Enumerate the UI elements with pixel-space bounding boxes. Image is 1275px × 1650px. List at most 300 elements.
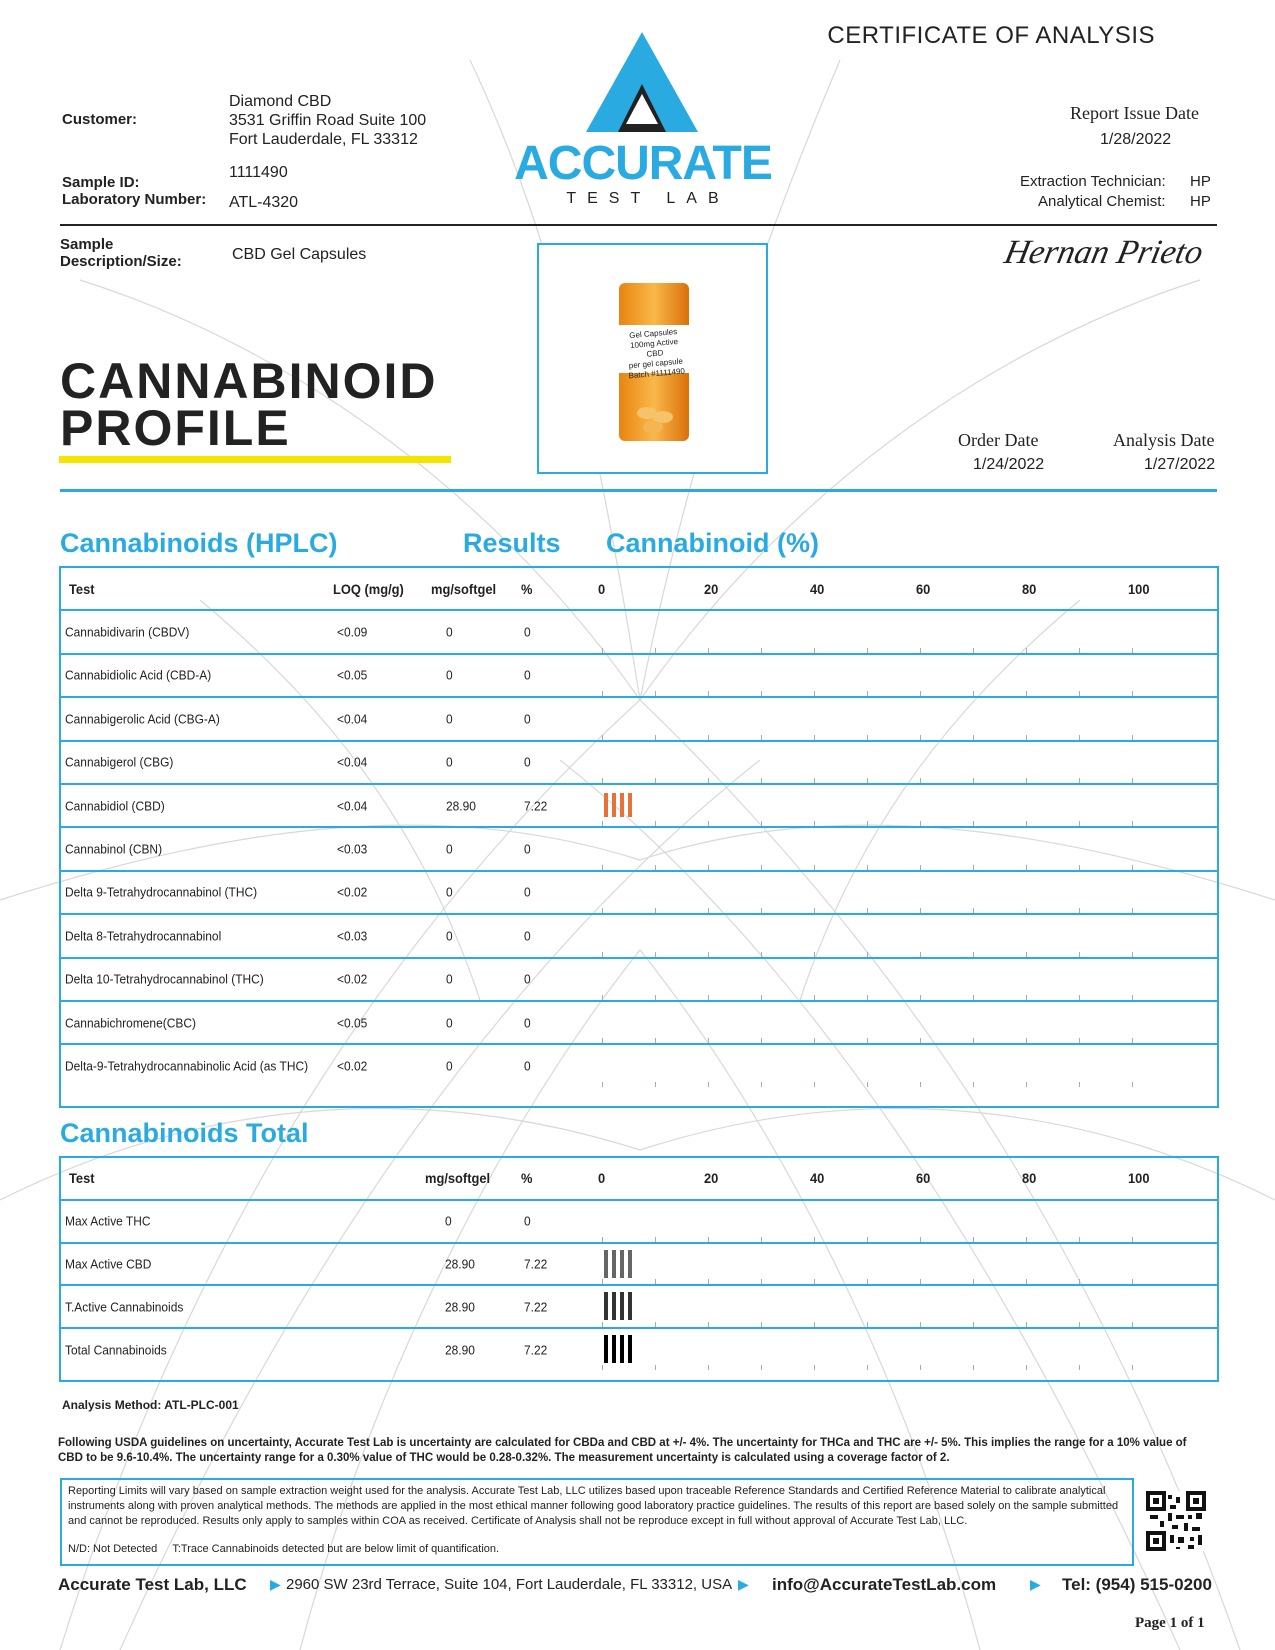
hplc_table-value-bar (604, 793, 632, 817)
order-date-value: 1/24/2022 (973, 456, 1045, 473)
arrow-right-icon: ▶ (270, 1576, 281, 1592)
hplc_table-grid-tick (1132, 1082, 1133, 1087)
sample-description-label-line1: Sample (60, 236, 114, 253)
totals-section-title: Cannabinoids Total (60, 1118, 309, 1148)
hplc_table-loq-value: <0.02 (337, 1058, 368, 1074)
product-label-line2: 100mg Active CBD (629, 336, 679, 359)
totals_table-grid-tick (761, 1365, 762, 1370)
hplc_table-grid-tick (1132, 778, 1133, 783)
hplc_table-mg-value: 0 (446, 1015, 453, 1031)
reporting-notes-box (60, 1478, 1134, 1566)
hplc_table-axis-tick-label: 60 (916, 580, 931, 597)
hplc_table-grid-tick (1079, 648, 1080, 653)
hplc_table-grid-tick (814, 821, 815, 826)
hplc_table-loq-value: <0.04 (337, 754, 368, 770)
totals_table-grid-tick (708, 1237, 709, 1242)
analytical-chemist-value: HP (1190, 193, 1211, 210)
hplc_table-grid-tick (761, 1082, 762, 1087)
hplc_table-grid-tick (602, 778, 603, 783)
totals_table-grid-tick (867, 1365, 868, 1370)
hplc_table-grid-tick (602, 952, 603, 957)
totals_table-axis-tick-label: 60 (916, 1170, 931, 1187)
signature: Hernan Prieto (1001, 234, 1207, 271)
hplc_table-grid-tick (920, 648, 921, 653)
hplc_table-row (61, 785, 1217, 828)
totals_table-grid-tick (708, 1279, 709, 1284)
hplc_table-grid-tick (1079, 821, 1080, 826)
hplc_table-header-row (61, 568, 1217, 611)
hplc_table-test-name: Cannabidivarin (CBDV) (65, 624, 190, 640)
legend-text: N/D: Not Detected T:Trace Cannabinoids detected but are below limit of quantification. (68, 1543, 500, 1555)
totals_table-pct-value: 7.22 (524, 1342, 548, 1358)
hplc_table-grid-tick (814, 1038, 815, 1043)
hplc_table-grid-tick (655, 1082, 656, 1087)
hplc_table-grid-tick (761, 691, 762, 696)
qr-code-icon[interactable] (1146, 1491, 1206, 1551)
product-label-line3: per gel capsule (628, 356, 684, 371)
hplc_table-grid-tick (708, 1082, 709, 1087)
hplc_table-test-name: Cannabidiol (CBD) (65, 798, 165, 814)
hplc_table-grid-tick (814, 865, 815, 870)
totals_table-grid-tick (867, 1279, 868, 1284)
hplc_table-grid-tick (761, 778, 762, 783)
hplc_table-test-name: Cannabigerolic Acid (CBG-A) (65, 711, 220, 727)
lab-number-value: ATL-4320 (229, 194, 299, 211)
hplc_table-grid-tick (867, 908, 868, 913)
totals_table-axis-tick-label: 20 (704, 1170, 719, 1187)
hplc_table-loq-value: <0.02 (337, 971, 368, 987)
hplc_table-row (61, 742, 1217, 785)
sample-description-label (60, 236, 182, 270)
footer-phone: Tel: (954) 515-0200 (1062, 1575, 1212, 1594)
totals_table-bar-segment (604, 1335, 608, 1363)
totals_table-bar-segment (628, 1335, 632, 1363)
hplc_table-mg-value: 0 (446, 667, 453, 683)
hplc_table-bar-segment (628, 793, 632, 817)
hplc_table-loq-value: <0.05 (337, 667, 368, 683)
totals_table-grid-tick (1079, 1237, 1080, 1242)
hplc_table-row (61, 959, 1217, 1002)
hplc_table-grid-tick (973, 821, 974, 826)
hplc_table-grid-tick (1132, 691, 1133, 696)
hplc_table-grid-tick (655, 1038, 656, 1043)
hplc_table-grid-tick (1079, 1038, 1080, 1043)
hplc_table-mg-value: 28.90 (446, 798, 476, 814)
hplc_table-grid-tick (867, 1082, 868, 1087)
hplc_table-grid-tick (761, 735, 762, 740)
hplc_table-grid-tick (920, 865, 921, 870)
document-title: CERTIFICATE OF ANALYSIS (827, 22, 1155, 49)
triangle-logo-icon (586, 32, 698, 132)
hplc_table-grid-tick (1026, 1038, 1027, 1043)
hplc_table-bar-segment (612, 793, 616, 817)
totals_table-bar-segment (620, 1292, 624, 1320)
totals_table-axis-tick-label: 40 (810, 1170, 825, 1187)
totals_table-grid-tick (1026, 1365, 1027, 1370)
product-label-line4: Batch #1111490 (628, 366, 686, 381)
hplc_table-grid-tick (708, 995, 709, 1000)
hplc_table-grid-tick (1132, 1038, 1133, 1043)
analysis-date-label: Analysis Date (1113, 430, 1215, 450)
hplc_table-loq-value: <0.03 (337, 928, 368, 944)
hplc_table-grid-tick (867, 1038, 868, 1043)
hplc_table-test-name: Cannabinol (CBN) (65, 841, 163, 857)
hplc_table-test-name: Delta 10-Tetrahydrocannabinol (THC) (65, 971, 264, 987)
hplc_table-grid-tick (708, 691, 709, 696)
totals_table-grid-tick (920, 1237, 921, 1242)
hplc_table-grid-tick (1132, 908, 1133, 913)
hplc_table-grid-tick (973, 778, 974, 783)
totals_table-axis-tick-label: 80 (1022, 1170, 1037, 1187)
hplc_table-grid-tick (708, 1038, 709, 1043)
totals_table-grid-tick (867, 1322, 868, 1327)
hplc_table-pct-value: 0 (524, 1058, 531, 1074)
hplc_table-grid-tick (973, 995, 974, 1000)
totals_table-grid-tick (814, 1279, 815, 1284)
hplc_table-grid-tick (1079, 908, 1080, 913)
hplc_table-grid-tick (867, 952, 868, 957)
hplc_table-grid-tick (1079, 1082, 1080, 1087)
hplc_table-grid-tick (1132, 735, 1133, 740)
hplc_table-grid-tick (973, 952, 974, 957)
hplc_table-pct-value: 0 (524, 884, 531, 900)
hplc_table-pct-value: 0 (524, 971, 531, 987)
hplc_table-grid-tick (867, 995, 868, 1000)
hplc_table-test-name: Delta 9-Tetrahydrocannabinol (THC) (65, 884, 258, 900)
hplc_table-bar-segment (620, 793, 624, 817)
hplc_table-grid-tick (708, 908, 709, 913)
customer-label: Customer: (62, 111, 138, 128)
totals_table-header-mg: mg/softgel (425, 1170, 491, 1187)
hplc_table-axis-tick-label: 20 (704, 580, 719, 597)
hplc_table-grid-tick (708, 778, 709, 783)
hplc_table-grid-tick (814, 691, 815, 696)
hplc-results-table (59, 566, 1219, 1108)
totals_table-grid-tick (814, 1365, 815, 1370)
hplc_table-grid-tick (708, 648, 709, 653)
hplc_table-grid-tick (1079, 735, 1080, 740)
hplc_table-grid-tick (655, 952, 656, 957)
hplc_table-grid-tick (814, 648, 815, 653)
results-section-title: Results (463, 528, 561, 558)
order-date-label: Order Date (958, 430, 1039, 450)
hplc_table-grid-tick (867, 691, 868, 696)
hplc_table-loq-value: <0.05 (337, 1015, 368, 1031)
analysis-date-value: 1/27/2022 (1144, 456, 1216, 473)
footer-company: Accurate Test Lab, LLC (58, 1575, 247, 1594)
totals_table-grid-tick (814, 1322, 815, 1327)
totals_table-grid-tick (1079, 1279, 1080, 1284)
totals-results-table (59, 1156, 1219, 1382)
hplc_table-grid-tick (655, 648, 656, 653)
totals_table-test-name: Max Active THC (65, 1213, 151, 1229)
totals_table-grid-tick (602, 1279, 603, 1284)
hplc_table-grid-tick (867, 821, 868, 826)
totals_table-pct-value: 7.22 (524, 1256, 548, 1272)
hplc_table-grid-tick (1026, 908, 1027, 913)
hplc_table-grid-tick (1026, 952, 1027, 957)
hplc_table-grid-tick (602, 821, 603, 826)
hplc_table-axis-tick-label: 100 (1128, 580, 1150, 597)
hplc_table-mg-value: 0 (446, 1058, 453, 1074)
arrow-right-icon: ▶ (1030, 1576, 1041, 1592)
profile-heading-line2: PROFILE (60, 400, 291, 456)
hplc_table-test-name: Delta-9-Tetrahydrocannabinolic Acid (as THC) (65, 1058, 309, 1074)
totals_table-bar-segment (620, 1250, 624, 1278)
hplc_table-grid-tick (867, 865, 868, 870)
totals_table-bar-segment (628, 1292, 632, 1320)
hplc_table-pct-value: 0 (524, 624, 531, 640)
product-photo (537, 243, 768, 474)
hplc_table-grid-tick (655, 865, 656, 870)
hplc_table-mg-value: 0 (446, 754, 453, 770)
hplc_table-header-loq: LOQ (mg/g) (333, 580, 404, 597)
hplc_table-grid-tick (920, 821, 921, 826)
analytical-chemist-label: Analytical Chemist: (1038, 193, 1166, 210)
totals_table-test-name: Total Cannabinoids (65, 1342, 167, 1358)
totals_table-grid-tick (814, 1237, 815, 1242)
logo-subtitle: TEST LAB (566, 190, 730, 207)
footer-address: 2960 SW 23rd Terrace, Suite 104, Fort Lauderdale, FL 33312, USA (286, 1576, 733, 1593)
hplc_table-grid-tick (761, 865, 762, 870)
hplc_table-row (61, 1002, 1217, 1045)
totals_table-grid-tick (708, 1365, 709, 1370)
hplc_table-pct-value: 0 (524, 841, 531, 857)
hplc_table-grid-tick (1026, 821, 1027, 826)
hplc_table-grid-tick (708, 735, 709, 740)
hplc_table-grid-tick (920, 778, 921, 783)
hplc_table-pct-value: 0 (524, 1015, 531, 1031)
totals_table-mg-value: 28.90 (445, 1299, 475, 1315)
hplc_table-grid-tick (1079, 691, 1080, 696)
analysis-method: Analysis Method: ATL-PLC-001 (62, 1398, 239, 1412)
hplc_table-grid-tick (920, 1082, 921, 1087)
hplc_table-grid-tick (1132, 865, 1133, 870)
totals_table-pct-value: 0 (524, 1213, 531, 1229)
totals_table-grid-tick (655, 1237, 656, 1242)
totals_table-header-test: Test (69, 1170, 95, 1187)
hplc_table-grid-tick (814, 952, 815, 957)
hplc_table-grid-tick (1079, 865, 1080, 870)
totals_table-grid-tick (1079, 1322, 1080, 1327)
hplc_table-pct-value: 0 (524, 928, 531, 944)
hplc_table-loq-value: <0.09 (337, 624, 368, 640)
totals_table-grid-tick (602, 1237, 603, 1242)
totals_table-grid-tick (920, 1322, 921, 1327)
customer-address-line2: Fort Lauderdale, FL 33312 (229, 131, 418, 148)
totals_table-axis-tick-label: 0 (598, 1170, 606, 1187)
customer-name: Diamond CBD (229, 93, 332, 110)
hplc_table-grid-tick (1026, 1082, 1027, 1087)
logo-wordmark: ACCURATE (514, 137, 772, 190)
footer-email-link[interactable]: info@AccurateTestLab.com (772, 1575, 997, 1594)
customer-address-line1: 3531 Griffin Road Suite 100 (229, 112, 427, 129)
report-issue-label: Report Issue Date (1070, 103, 1199, 123)
percent-section-title: Cannabinoid (%) (606, 528, 819, 558)
totals_table-grid-tick (761, 1237, 762, 1242)
hplc_table-grid-tick (1132, 821, 1133, 826)
totals_table-row (61, 1286, 1217, 1329)
hplc_table-grid-tick (602, 691, 603, 696)
heading-underline (59, 456, 451, 463)
hplc_table-grid-tick (1026, 778, 1027, 783)
totals_table-bar-segment (604, 1292, 608, 1320)
hplc_table-pct-value: 7.22 (524, 798, 548, 814)
hplc_table-grid-tick (1079, 952, 1080, 957)
sample-description-label-line2: Description/Size: (60, 253, 182, 270)
reporting-limits-text: Reporting Limits will vary based on sample extraction weight used for the analysis. Accurate Test Lab, LLC utilizes based upon traceable Reference Standards and Certified Reference Material to calibrate analytical instruments along with proven analytical methods. The methods are applied in the most ethical manner following good laboratory practice guidelines. The results of this report are based solely on the sample submitted and cannot be reproduced. Results only apply to samples within COA as received. Certificate of Analysis shall not be reproduce except in full without approval of Accurate Test Lab, LLC. (68, 1485, 1119, 1527)
hplc_table-grid-tick (761, 1038, 762, 1043)
hplc_table-grid-tick (920, 735, 921, 740)
hplc_table-pct-value: 0 (524, 711, 531, 727)
hplc_table-grid-tick (708, 865, 709, 870)
totals_table-grid-tick (1026, 1279, 1027, 1284)
hplc_table-grid-tick (602, 735, 603, 740)
company-logo (508, 32, 778, 212)
sample-description-value: CBD Gel Capsules (232, 246, 367, 263)
totals_table-bar-segment (612, 1292, 616, 1320)
extraction-tech-value: HP (1190, 173, 1211, 190)
totals_table-grid-tick (708, 1322, 709, 1327)
hplc_table-grid-tick (602, 648, 603, 653)
hplc_table-grid-tick (973, 865, 974, 870)
totals_table-grid-tick (1079, 1365, 1080, 1370)
hplc_table-pct-value: 0 (524, 754, 531, 770)
hplc_table-test-name: Cannabidiolic Acid (CBD-A) (65, 667, 212, 683)
totals_table-grid-tick (1132, 1322, 1133, 1327)
hplc_table-row (61, 655, 1217, 698)
hplc_table-grid-tick (1132, 648, 1133, 653)
totals_table-row (61, 1244, 1217, 1287)
hplc_table-grid-tick (655, 778, 656, 783)
totals_table-axis-tick-label: 100 (1128, 1170, 1150, 1187)
hplc_table-test-name: Cannabigerol (CBG) (65, 754, 174, 770)
report-issue-date: 1/28/2022 (1100, 131, 1172, 148)
hplc_table-grid-tick (602, 1082, 603, 1087)
hplc_table-grid-tick (1132, 952, 1133, 957)
totals_table-grid-tick (761, 1279, 762, 1284)
header-divider (60, 224, 1217, 226)
totals_table-grid-tick (655, 1365, 656, 1370)
hplc_table-grid-tick (920, 691, 921, 696)
totals_table-value-bar (604, 1250, 632, 1278)
sample-id-label: Sample ID: (62, 174, 140, 191)
hplc_table-mg-value: 0 (446, 884, 453, 900)
profile-heading-line1: CANNABINOID (60, 353, 438, 409)
hplc_table-grid-tick (1026, 691, 1027, 696)
totals_table-value-bar (604, 1292, 632, 1320)
cannabinoid-profile-heading (60, 353, 438, 456)
totals_table-pct-value: 7.22 (524, 1299, 548, 1315)
hplc_table-header-pct: % (521, 580, 533, 597)
hplc_table-grid-tick (867, 648, 868, 653)
hplc_table-loq-value: <0.02 (337, 884, 368, 900)
hplc_table-axis-tick-label: 40 (810, 580, 825, 597)
hplc_table-row (61, 1045, 1217, 1086)
totals_table-grid-tick (602, 1365, 603, 1370)
totals_table-grid-tick (1132, 1279, 1133, 1284)
hplc_table-mg-value: 0 (446, 711, 453, 727)
hplc_table-test-name: Cannabichromene(CBC) (65, 1015, 196, 1031)
hplc_table-mg-value: 0 (446, 971, 453, 987)
hplc_table-loq-value: <0.04 (337, 711, 368, 727)
hplc_table-grid-tick (761, 995, 762, 1000)
hplc_table-row (61, 872, 1217, 915)
totals_table-bar-segment (628, 1250, 632, 1278)
hplc_table-grid-tick (1026, 648, 1027, 653)
hplc_table-grid-tick (973, 648, 974, 653)
product-label-text (621, 326, 689, 381)
page-number: Page 1 of 1 (1135, 1615, 1205, 1631)
hplc_table-grid-tick (973, 1082, 974, 1087)
hplc_table-grid-tick (920, 952, 921, 957)
hplc_table-grid-tick (761, 648, 762, 653)
section-divider (60, 489, 1217, 492)
hplc_table-grid-tick (814, 908, 815, 913)
totals_table-grid-tick (1026, 1322, 1027, 1327)
hplc_table-grid-tick (655, 995, 656, 1000)
hplc_table-grid-tick (867, 735, 868, 740)
totals_table-grid-tick (867, 1237, 868, 1242)
totals_table-header-pct: % (521, 1170, 533, 1187)
hplc_table-grid-tick (602, 995, 603, 1000)
hplc_table-bar-segment (604, 793, 608, 817)
hplc_table-axis-tick-label: 80 (1022, 580, 1037, 597)
hplc_table-row (61, 915, 1217, 958)
hplc_table-mg-value: 0 (446, 928, 453, 944)
hplc_table-grid-tick (973, 735, 974, 740)
totals_table-header-row (61, 1158, 1217, 1201)
hplc_table-grid-tick (920, 1038, 921, 1043)
hplc_table-grid-tick (973, 1038, 974, 1043)
totals_table-grid-tick (973, 1365, 974, 1370)
hplc_table-grid-tick (655, 821, 656, 826)
totals_table-grid-tick (761, 1322, 762, 1327)
totals_table-mg-value: 28.90 (445, 1342, 475, 1358)
totals_table-test-name: T.Active Cannabinoids (65, 1299, 184, 1315)
hplc_table-grid-tick (920, 995, 921, 1000)
hplc_table-grid-tick (1026, 865, 1027, 870)
totals_table-row (61, 1201, 1217, 1244)
hplc_table-header-test: Test (69, 580, 95, 597)
hplc_table-grid-tick (761, 952, 762, 957)
hplc_table-pct-value: 0 (524, 667, 531, 683)
hplc_table-grid-tick (1079, 995, 1080, 1000)
hplc_table-grid-tick (867, 778, 868, 783)
hplc_table-row (61, 611, 1217, 654)
hplc_table-grid-tick (1079, 778, 1080, 783)
hplc_table-mg-value: 0 (446, 841, 453, 857)
uncertainty-statement: Following USDA guidelines on uncertainty, Accurate Test Lab is uncertainty are calculated for CBDa and CBD at +/- 4%. The uncertainty for THCa and THC are +/- 5%. This implies the range for a 10% value of CBD to be 9.6-10.4%. The uncertainty range for a 0.30% value of THC would be 0.28-0.32%. The measurement uncertainty is calculated using a coverage factor of 2. (58, 1437, 1187, 1464)
totals_table-bar-segment (604, 1250, 608, 1278)
arrow-right-icon: ▶ (738, 1576, 749, 1592)
hplc_table-grid-tick (761, 821, 762, 826)
totals_table-bar-segment (612, 1250, 616, 1278)
hplc_table-grid-tick (920, 908, 921, 913)
hplc_table-row (61, 698, 1217, 741)
hplc_table-header-mg: mg/softgel (431, 580, 497, 597)
extraction-tech-label: Extraction Technician: (1020, 173, 1166, 190)
totals_table-grid-tick (1132, 1237, 1133, 1242)
lab-number-label: Laboratory Number: (62, 191, 207, 208)
totals_table-grid-tick (973, 1279, 974, 1284)
totals_table-bar-segment (612, 1335, 616, 1363)
hplc_table-grid-tick (814, 995, 815, 1000)
hplc_table-loq-value: <0.03 (337, 841, 368, 857)
sample-id-value: 1111490 (229, 164, 288, 181)
hplc_table-grid-tick (761, 908, 762, 913)
hplc_table-grid-tick (973, 691, 974, 696)
